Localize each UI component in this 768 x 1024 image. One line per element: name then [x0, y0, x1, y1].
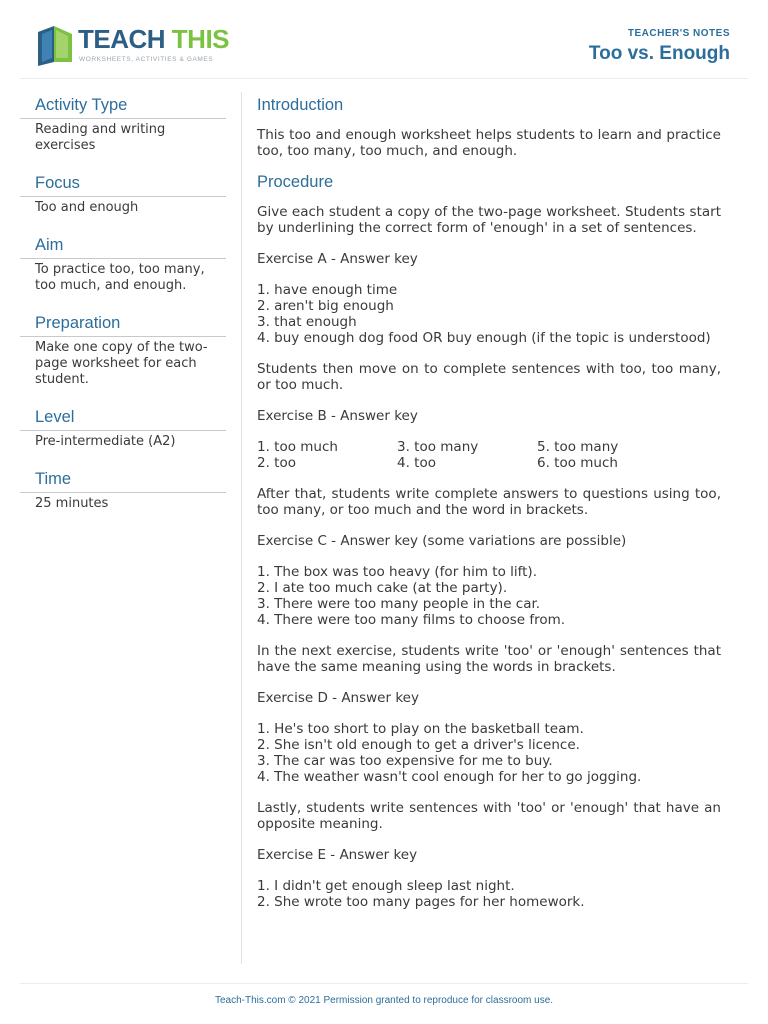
footer-divider: [20, 983, 748, 984]
focus-section: [20, 170, 226, 216]
answer-item: 4. There were too many films to choose from.: [257, 612, 566, 628]
exercise-b-answers: [257, 439, 721, 471]
activity-type-value: Reading and writing exercises: [35, 122, 166, 153]
answer-item: 2. too: [257, 455, 296, 471]
preparation-heading: Preparation: [20, 310, 226, 337]
activity-type-section: [20, 92, 226, 154]
answer-item: 3. The car was too expensive for me to buy.: [257, 753, 553, 769]
answer-item: 4. too: [397, 455, 436, 471]
exercise-e-label: Exercise E - Answer key: [257, 847, 418, 863]
procedure-paragraph: In the next exercise, students write 'too' or 'enough' sentences that have the same meaning using the words in brackets.: [257, 643, 721, 675]
answer-item: 4. buy enough dog food OR buy enough (if the topic is understood): [257, 330, 711, 346]
aim-section: [20, 232, 226, 294]
answer-item: 3. too many: [397, 439, 479, 455]
answer-item: 1. have enough time: [257, 282, 398, 298]
introduction-text: This too and enough worksheet helps students to learn and practice too, too many, too much, and enough.: [257, 127, 721, 159]
preparation-section: [20, 310, 226, 388]
answer-item: 4. The weather wasn't cool enough for her to go jogging.: [257, 769, 642, 785]
exercise-c-label: Exercise C - Answer key (some variations are possible): [257, 533, 627, 549]
time-heading: Time: [20, 466, 226, 493]
main-content: [257, 92, 721, 910]
aim-heading: Aim: [20, 232, 226, 259]
sidebar: [20, 92, 226, 528]
time-value: 25 minutes: [35, 496, 109, 511]
logo-tagline: WORKSHEETS, ACTIVITIES & GAMES: [79, 56, 214, 63]
footer-copyright: Teach-This.com © 2021 Permission granted to reproduce for classroom use.: [214, 995, 554, 1006]
answer-item: 1. too much: [257, 439, 338, 455]
exercise-d-answers: [257, 721, 721, 785]
exercise-a-answers: [257, 282, 721, 346]
exercise-e-answers: [257, 878, 721, 910]
answer-item: 1. I didn't get enough sleep last night.: [257, 878, 515, 894]
answer-item: 3. There were too many people in the car.: [257, 596, 541, 612]
answer-item: 2. I ate too much cake (at the party).: [257, 580, 508, 596]
answer-item: 1. The box was too heavy (for him to lift).: [257, 564, 537, 580]
procedure-paragraph: After that, students write complete answers to questions using too, too many, or too much and the word in brackets.: [257, 486, 721, 518]
logo-wordmark: TEACH THIS: [78, 24, 230, 54]
introduction-heading: Introduction: [257, 96, 344, 114]
procedure-paragraph: Students then move on to complete sentences with too, too many, or too much.: [257, 361, 721, 393]
book-logo-icon: [36, 22, 76, 66]
exercise-b-label: Exercise B - Answer key: [257, 408, 418, 424]
answer-column: [397, 439, 537, 471]
teachers-notes-label: TEACHER'S NOTES: [627, 28, 730, 39]
procedure-heading: Procedure: [257, 173, 334, 191]
answer-column: [537, 439, 677, 471]
column-divider: [241, 92, 242, 964]
teach-this-logo[interactable]: [36, 22, 230, 68]
focus-heading: Focus: [20, 170, 226, 197]
level-value: Pre-intermediate (A2): [35, 434, 176, 449]
answer-item: 2. She wrote too many pages for her homework.: [257, 894, 585, 910]
level-section: [20, 404, 226, 450]
procedure-paragraph: Lastly, students write sentences with 'too' or 'enough' that have an opposite meaning.: [257, 800, 721, 832]
procedure-paragraph: Give each student a copy of the two-page worksheet. Students start by underlining the correct form of 'enough' in a set of sentences.: [257, 204, 721, 236]
answer-column: [257, 439, 397, 471]
answer-item: 2. She isn't old enough to get a driver's licence.: [257, 737, 580, 753]
header-divider: [20, 78, 748, 79]
answer-item: 2. aren't big enough: [257, 298, 394, 314]
exercise-a-label: Exercise A - Answer key: [257, 251, 418, 267]
answer-item: 5. too many: [537, 439, 619, 455]
time-section: [20, 466, 226, 512]
exercise-c-answers: [257, 564, 721, 628]
page-title: Too vs. Enough: [588, 43, 730, 64]
answer-item: 1. He's too short to play on the basketball team.: [257, 721, 584, 737]
preparation-value: Make one copy of the two-page worksheet for each student.: [35, 340, 208, 387]
exercise-d-label: Exercise D - Answer key: [257, 690, 419, 706]
answer-item: 3. that enough: [257, 314, 357, 330]
answer-item: 6. too much: [537, 455, 618, 471]
level-heading: Level: [20, 404, 226, 431]
activity-type-heading: Activity Type: [20, 92, 226, 119]
focus-value: Too and enough: [35, 200, 139, 215]
header: [0, 0, 768, 78]
aim-value: To practice too, too many, too much, and enough.: [35, 262, 205, 293]
